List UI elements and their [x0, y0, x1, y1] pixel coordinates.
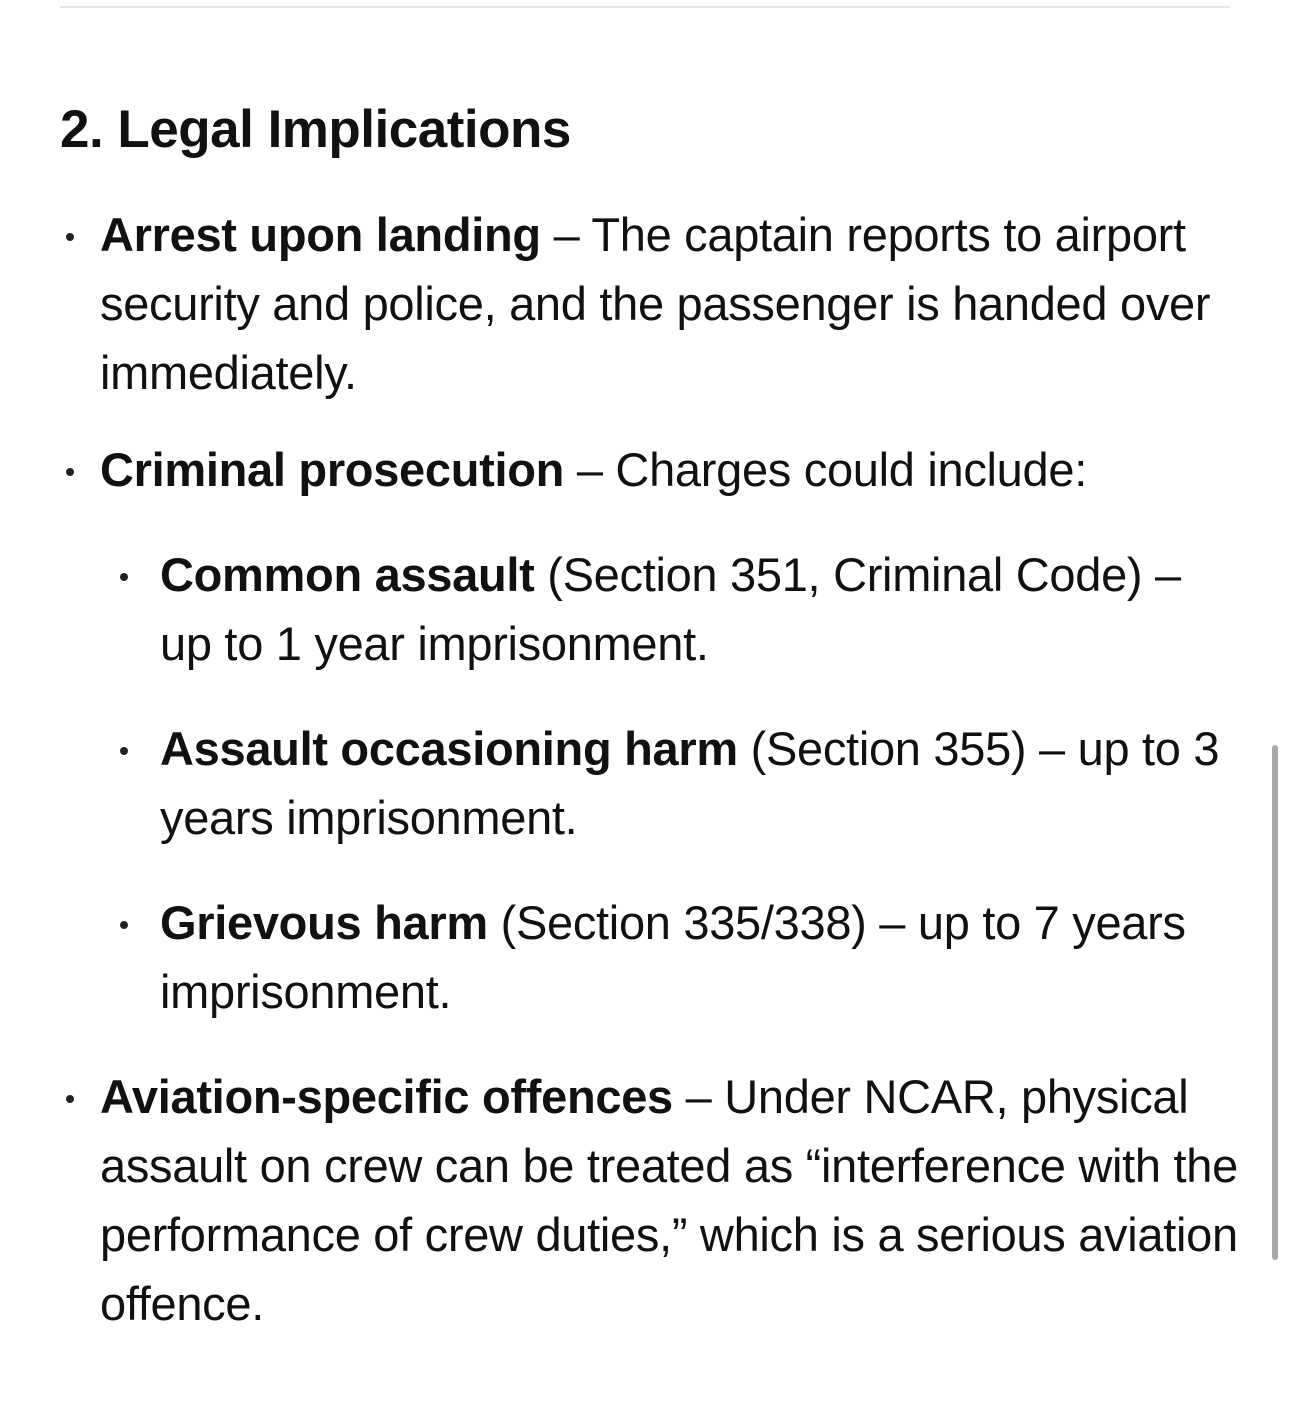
- list-item-term: Criminal prosecution: [100, 443, 565, 496]
- sublist-item-text: [160, 888, 1240, 1026]
- bullet-icon: [66, 233, 74, 241]
- sublist-item-description: (Section 355) – up to 3 years imprisonment.: [160, 722, 1220, 844]
- sublist-item-text: [160, 540, 1240, 678]
- vertical-scrollbar[interactable]: [1272, 745, 1278, 1260]
- sublist-item-grievous-harm: [100, 888, 1240, 1026]
- legal-implications-list: [60, 200, 1240, 1338]
- list-item-text: [100, 1062, 1240, 1338]
- bullet-icon: [120, 573, 128, 581]
- list-item-text: [100, 435, 1240, 504]
- list-item-aviation-offences: [60, 1062, 1240, 1338]
- sublist-item-term: Grievous harm: [160, 896, 488, 949]
- sublist-item-description: (Section 351, Criminal Code) – up to 1 year imprisonment.: [160, 548, 1181, 670]
- list-item-arrest: [60, 200, 1240, 407]
- charges-sublist: [100, 540, 1240, 1026]
- sublist-item-assault-occasioning-harm: [100, 714, 1240, 852]
- bullet-icon: [66, 1095, 74, 1103]
- list-item-description: – Charges could include:: [564, 443, 1087, 496]
- list-item-term: Arrest upon landing: [100, 208, 541, 261]
- section-heading: 2. Legal Implications: [60, 100, 571, 159]
- sublist-item-term: Common assault: [160, 548, 535, 601]
- list-item-criminal-prosecution: [60, 435, 1240, 1026]
- bullet-icon: [120, 921, 128, 929]
- list-item-description: – The captain reports to airport security and police, and the passenger is handed over immediately.: [100, 208, 1211, 399]
- sublist-item-text: [160, 714, 1240, 852]
- list-item-term: Aviation-specific offences: [100, 1070, 673, 1123]
- list-item-text: [100, 200, 1240, 407]
- sublist-item-description: (Section 335/338) – up to 7 years imprisonment.: [160, 896, 1186, 1018]
- list-item-description: – Under NCAR, physical assault on crew can be treated as “interference with the performance of crew duties,” which is a serious aviation offence.: [100, 1070, 1238, 1330]
- sublist-item-term: Assault occasioning harm: [160, 722, 738, 775]
- top-divider: [60, 6, 1230, 8]
- sublist-item-common-assault: [100, 540, 1240, 678]
- bullet-icon: [120, 747, 128, 755]
- message-content: [60, 96, 1240, 1366]
- bullet-icon: [66, 468, 74, 476]
